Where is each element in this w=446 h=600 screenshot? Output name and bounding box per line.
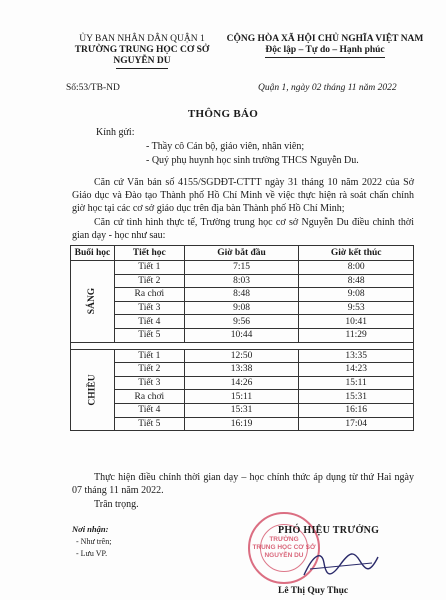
paragraph-text: Thực hiện điều chỉnh thời gian dạy – học chính thức áp dụng từ thứ Hai ngày 07 tháng 11 năm 2022. bbox=[72, 472, 414, 496]
seal-text: NGUYỄN DU bbox=[264, 552, 304, 559]
table-row bbox=[71, 363, 414, 377]
table-row bbox=[71, 417, 414, 431]
period-cell: Ra chơi bbox=[114, 288, 184, 302]
end-cell: 13:35 bbox=[299, 349, 414, 363]
period-cell: Tiết 1 bbox=[114, 349, 184, 363]
start-cell: 9:08 bbox=[184, 301, 299, 315]
table-row bbox=[71, 376, 414, 390]
period-cell: Tiết 3 bbox=[114, 376, 184, 390]
schedule-table bbox=[70, 245, 414, 431]
motto-underline bbox=[265, 57, 385, 58]
school-name-line2: NGUYỄN DU bbox=[113, 56, 171, 66]
period-cell: Ra chơi bbox=[114, 390, 184, 404]
table-row bbox=[71, 390, 414, 404]
nation-name: CỘNG HÒA XÃ HỘI CHỦ NGHĨA VIỆT NAM bbox=[226, 34, 424, 44]
end-cell: 9:53 bbox=[299, 301, 414, 315]
period-cell: Tiết 5 bbox=[114, 417, 184, 431]
session-label: SÁNG bbox=[87, 288, 98, 315]
period-cell: Tiết 3 bbox=[114, 301, 184, 315]
signer-title: PHÓ HIỆU TRƯỞNG bbox=[278, 525, 380, 536]
end-cell: 15:11 bbox=[299, 376, 414, 390]
session-gap bbox=[71, 342, 414, 349]
start-cell: 8:48 bbox=[184, 288, 299, 302]
document-number: Số:53/TB-ND bbox=[66, 83, 120, 93]
table-row bbox=[71, 301, 414, 315]
seal-text: TRUNG HỌC CƠ SỞ bbox=[252, 544, 316, 551]
receiver-item: - Lưu VP. bbox=[76, 549, 108, 558]
signer-name: Lê Thị Quy Thục bbox=[278, 586, 349, 596]
schedule-body bbox=[71, 261, 414, 431]
receivers-label: Nơi nhận: bbox=[72, 524, 109, 534]
nation-motto: Độc lập – Tự do – Hạnh phúc bbox=[265, 45, 385, 55]
closing-text: Trân trọng. bbox=[94, 499, 139, 510]
end-cell: 17:04 bbox=[299, 417, 414, 431]
table-row bbox=[71, 328, 414, 342]
start-cell: 15:11 bbox=[184, 390, 299, 404]
period-cell: Tiết 2 bbox=[114, 363, 184, 377]
start-cell: 14:26 bbox=[184, 376, 299, 390]
session-label: CHIỀU bbox=[87, 374, 98, 406]
table-row bbox=[71, 349, 414, 363]
document-title: THÔNG BÁO bbox=[187, 108, 259, 120]
document-date: Quận 1, ngày 02 tháng 11 năm 2022 bbox=[258, 83, 397, 93]
end-cell: 15:31 bbox=[299, 390, 414, 404]
paragraph-text: Căn cứ tình hình thực tế, Trường trung học cơ sở Nguyễn Du điều chỉnh thời gian dạy - học như sau: bbox=[72, 217, 414, 241]
end-cell: 8:00 bbox=[299, 261, 414, 275]
start-cell: 9:56 bbox=[184, 315, 299, 329]
period-cell: Tiết 4 bbox=[114, 315, 184, 329]
receiver-item: - Như trên; bbox=[76, 537, 112, 546]
issuer-header bbox=[52, 34, 232, 69]
table-row bbox=[71, 261, 414, 275]
end-cell: 16:16 bbox=[299, 403, 414, 417]
paragraph-text: Căn cứ Văn bản số 4155/SGDĐT-CTTT ngày 31 tháng 10 năm 2022 của Sở Giáo dục và Đào tạo Thành phố Hồ Chí Minh về việc thực hiện rà soát chấn chỉnh giờ học tại các cơ sở giáo dục trên địa bàn Thành phố Hồ Chí Minh; bbox=[72, 177, 414, 214]
session-morning bbox=[71, 261, 115, 343]
period-cell: Tiết 2 bbox=[114, 274, 184, 288]
gap-cell bbox=[71, 342, 414, 349]
paragraph-basis-1 bbox=[72, 176, 414, 215]
header-period: Tiết học bbox=[114, 246, 184, 261]
end-cell: 8:48 bbox=[299, 274, 414, 288]
seal-text: TRƯỜNG bbox=[269, 536, 299, 543]
header-end: Giờ kết thúc bbox=[299, 246, 414, 261]
header-start: Giờ bắt đầu bbox=[184, 246, 299, 261]
issuer-underline bbox=[116, 68, 168, 69]
paragraph-basis-2 bbox=[72, 216, 414, 242]
period-cell: Tiết 1 bbox=[114, 261, 184, 275]
start-cell: 13:38 bbox=[184, 363, 299, 377]
end-cell: 14:23 bbox=[299, 363, 414, 377]
header-session: Buổi học bbox=[71, 246, 115, 261]
paragraph-effective bbox=[72, 471, 414, 497]
end-cell: 11:29 bbox=[299, 328, 414, 342]
start-cell: 8:03 bbox=[184, 274, 299, 288]
period-cell: Tiết 4 bbox=[114, 403, 184, 417]
start-cell: 7:15 bbox=[184, 261, 299, 275]
school-name-line1: TRƯỜNG TRUNG HỌC CƠ SỞ bbox=[74, 45, 210, 55]
table-header-row bbox=[71, 246, 414, 261]
handwritten-signature bbox=[300, 545, 380, 585]
start-cell: 10:44 bbox=[184, 328, 299, 342]
recipients-label: Kính gửi: bbox=[96, 127, 135, 138]
table-row bbox=[71, 403, 414, 417]
issuer-org: ỦY BAN NHÂN DÂN QUẬN 1 bbox=[79, 34, 205, 44]
table-row bbox=[71, 315, 414, 329]
end-cell: 10:41 bbox=[299, 315, 414, 329]
session-afternoon bbox=[71, 349, 115, 431]
start-cell: 15:31 bbox=[184, 403, 299, 417]
end-cell: 9:08 bbox=[299, 288, 414, 302]
table-row bbox=[71, 288, 414, 302]
start-cell: 16:19 bbox=[184, 417, 299, 431]
period-cell: Tiết 5 bbox=[114, 328, 184, 342]
recipient-item: - Thầy cô Cán bộ, giáo viên, nhân viên; bbox=[146, 141, 305, 152]
nation-header bbox=[222, 34, 428, 58]
recipient-item: - Quý phụ huynh học sinh trường THCS Nguyễn Du. bbox=[146, 155, 359, 166]
start-cell: 12:50 bbox=[184, 349, 299, 363]
table-row bbox=[71, 274, 414, 288]
